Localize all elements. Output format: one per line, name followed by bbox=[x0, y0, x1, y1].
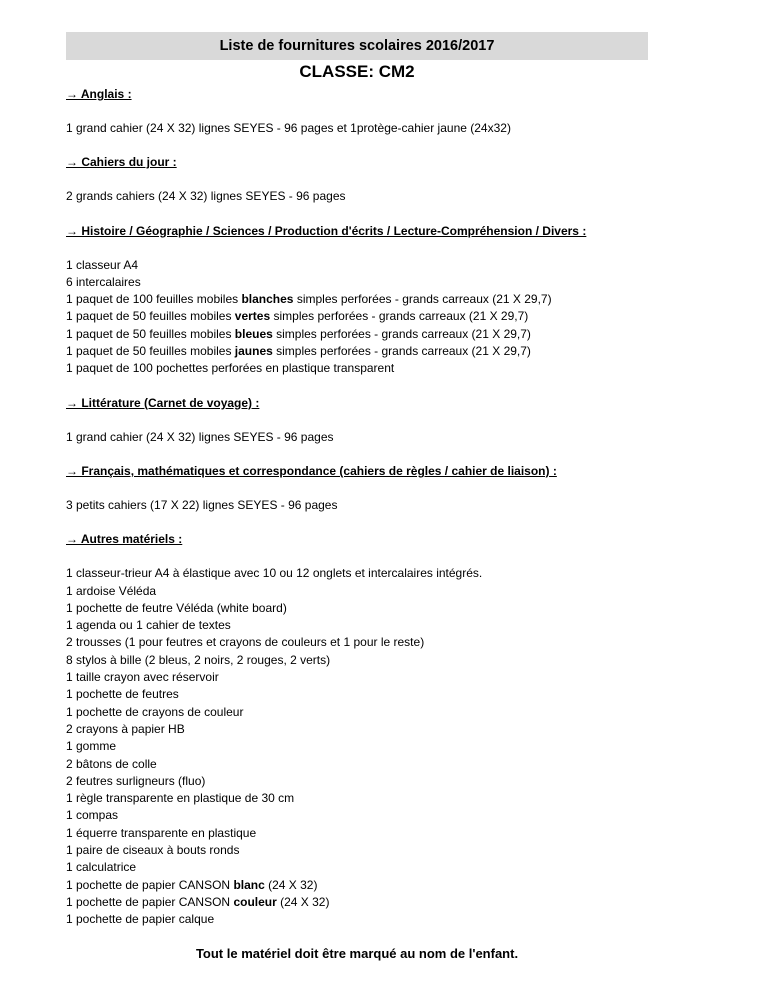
section bbox=[66, 223, 746, 395]
section-heading bbox=[66, 531, 746, 548]
item-text: 1 compas bbox=[66, 808, 119, 823]
item-text: 6 intercalaires bbox=[66, 274, 141, 289]
list-item bbox=[66, 825, 746, 842]
item-text: simples perforées - grands carreaux (21 X 29,7) bbox=[272, 344, 531, 359]
list-item bbox=[66, 634, 746, 651]
item-text: 2 crayons à papier HB bbox=[66, 721, 185, 736]
item-text: 1 paire de ciseaux à bouts ronds bbox=[66, 843, 240, 858]
item-text: 1 paquet de 50 feuilles mobiles bbox=[66, 326, 235, 341]
list-item bbox=[66, 497, 746, 514]
item-text: simples perforées - grands carreaux (21 X 29,7) bbox=[293, 292, 552, 307]
supply-list bbox=[66, 86, 746, 929]
item-text: 1 paquet de 100 pochettes perforées en plastique transparent bbox=[66, 361, 395, 376]
list-item bbox=[66, 704, 746, 721]
item-text: 2 bâtons de colle bbox=[66, 756, 157, 771]
list-item bbox=[66, 291, 746, 308]
item-text-bold: vertes bbox=[234, 309, 271, 324]
list-item bbox=[66, 807, 746, 824]
item-text-bold: bleues bbox=[234, 326, 273, 341]
list-item bbox=[66, 565, 746, 582]
list-item bbox=[66, 120, 746, 137]
item-text: simples perforées - grands carreaux (21 X 29,7) bbox=[272, 326, 531, 341]
item-text: 1 règle transparente en plastique de 30 cm bbox=[66, 791, 295, 806]
item-text: 1 grand cahier (24 X 32) lignes SEYES - 96 pages et 1protège-cahier jaune (24x32) bbox=[66, 121, 511, 135]
section bbox=[66, 395, 746, 463]
item-text-bold: couleur bbox=[233, 894, 277, 909]
section-heading-tail: : bbox=[252, 395, 260, 410]
list-item bbox=[66, 583, 746, 600]
item-text-bold: jaunes bbox=[234, 344, 273, 359]
item-text: 1 paquet de 50 feuilles mobiles bbox=[66, 309, 235, 324]
item-text: 1 taille crayon avec réservoir bbox=[66, 670, 219, 685]
item-text: 1 classeur A4 bbox=[66, 257, 139, 272]
item-text: 1 pochette de crayons de couleur bbox=[66, 704, 244, 719]
list-item bbox=[66, 756, 746, 773]
section-heading-text: → Histoire / Géographie / Sciences / Production d'écrits / Lecture-Compréhension / Divers bbox=[66, 223, 579, 238]
item-text: 1 ardoise Véléda bbox=[66, 583, 157, 598]
list-item bbox=[66, 600, 746, 617]
item-text: simples perforées - grands carreaux (21 X 29,7) bbox=[270, 309, 529, 324]
item-text: 1 paquet de 100 feuilles mobiles bbox=[66, 292, 242, 307]
section-heading bbox=[66, 154, 746, 171]
footer-note: Tout le matériel doit être marqué au nom de l'enfant. bbox=[195, 946, 519, 961]
section bbox=[66, 463, 746, 531]
section-heading bbox=[66, 223, 746, 240]
list-item bbox=[66, 617, 746, 634]
item-text: 2 trousses (1 pour feutres et crayons de couleurs et 1 pour le reste) bbox=[66, 635, 425, 650]
item-text: 1 pochette de papier CANSON bbox=[66, 877, 234, 892]
section-heading bbox=[66, 463, 746, 480]
item-text: 1 grand cahier (24 X 32) lignes SEYES - 96 pages bbox=[66, 429, 334, 444]
list-item bbox=[66, 257, 746, 274]
list-item bbox=[66, 343, 746, 360]
list-item bbox=[66, 894, 746, 911]
item-text: 1 équerre transparente en plastique bbox=[66, 825, 257, 840]
item-text: (24 X 32) bbox=[276, 894, 330, 909]
section bbox=[66, 531, 746, 928]
item-text: 2 feutres surligneurs (fluo) bbox=[66, 773, 206, 788]
list-item bbox=[66, 842, 746, 859]
list-item bbox=[66, 669, 746, 686]
item-text: 8 stylos à bille (2 bleus, 2 noirs, 2 rouges, 2 verts) bbox=[66, 652, 331, 667]
item-text-bold: blanc bbox=[233, 877, 265, 892]
item-text: 1 gomme bbox=[66, 739, 117, 754]
list-item bbox=[66, 308, 746, 325]
section bbox=[66, 154, 746, 222]
list-item bbox=[66, 773, 746, 790]
list-item bbox=[66, 652, 746, 669]
item-text: 1 pochette de papier calque bbox=[66, 912, 215, 927]
section-heading-text: → Autres matériels : bbox=[66, 532, 183, 547]
section-heading-text: → Français, mathématiques et correspondance (cahiers de règles / cahier de liaison) : bbox=[66, 463, 557, 478]
section-heading-text: → Littérature (Carnet de voyage) bbox=[66, 395, 253, 410]
list-item bbox=[66, 738, 746, 755]
item-text: 1 paquet de 50 feuilles mobiles bbox=[66, 344, 235, 359]
section-heading-text: → Anglais : bbox=[66, 87, 132, 101]
item-text: 1 calculatrice bbox=[66, 860, 137, 875]
document-title: Liste de fournitures scolaires 2016/2017 bbox=[66, 32, 648, 60]
list-item bbox=[66, 790, 746, 807]
section-heading bbox=[66, 86, 746, 103]
item-text: 3 petits cahiers (17 X 22) lignes SEYES - 96 pages bbox=[66, 497, 338, 512]
list-item bbox=[66, 686, 746, 703]
list-item bbox=[66, 360, 746, 377]
section-heading-tail: : bbox=[578, 223, 587, 238]
section-heading bbox=[66, 395, 746, 412]
list-item bbox=[66, 859, 746, 876]
list-item bbox=[66, 429, 746, 446]
item-text: 1 agenda ou 1 cahier de textes bbox=[66, 618, 231, 633]
item-text-bold: blanches bbox=[241, 292, 294, 307]
item-text: 1 pochette de feutre Véléda (white board) bbox=[66, 600, 287, 615]
list-item bbox=[66, 721, 746, 738]
list-item bbox=[66, 877, 746, 894]
item-text: 2 grands cahiers (24 X 32) lignes SEYES - 96 pages bbox=[66, 189, 346, 204]
list-item bbox=[66, 188, 746, 205]
item-text: 1 pochette de papier CANSON bbox=[66, 894, 234, 909]
list-item bbox=[66, 911, 746, 928]
list-item bbox=[66, 326, 746, 343]
section bbox=[66, 86, 746, 154]
class-label: CLASSE: CM2 bbox=[299, 62, 415, 81]
item-text: 1 classeur-trieur A4 à élastique avec 10 ou 12 onglets et intercalaires intégrés. bbox=[66, 566, 483, 581]
item-text: (24 X 32) bbox=[264, 877, 318, 892]
section-heading-text: → Cahiers du jour : bbox=[66, 155, 177, 170]
list-item bbox=[66, 274, 746, 291]
item-text: 1 pochette de feutres bbox=[66, 687, 179, 702]
